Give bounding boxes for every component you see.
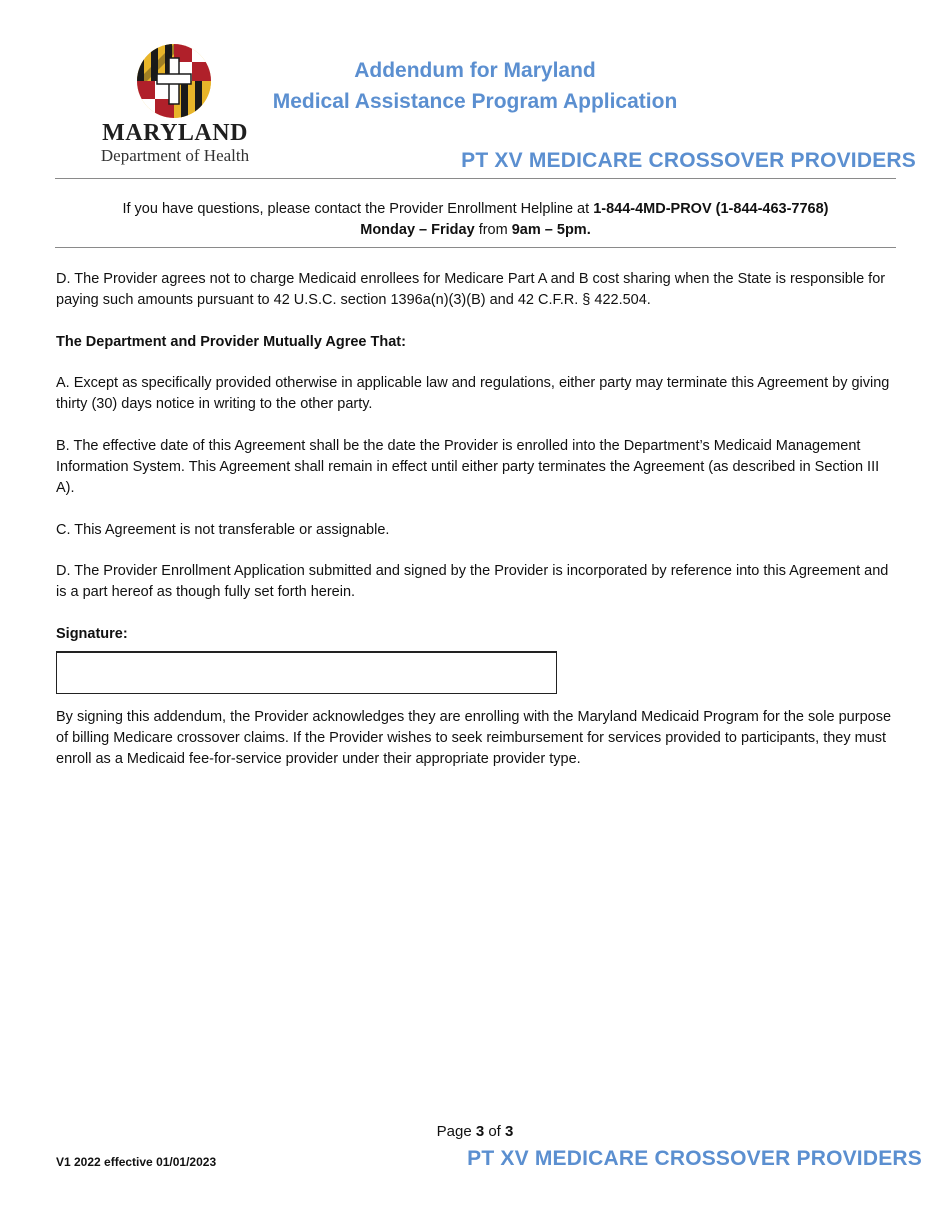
paragraph-d-incorporation: D. The Provider Enrollment Application submitted and signed by the Provider is incorporated by reference into this Agreement and is a part hereof as though fully set forth herein.: [56, 563, 889, 600]
paragraph-c-transferability: C. This Agreement is not transferable or assignable.: [56, 522, 390, 538]
footer-section-heading: PT XV MEDICARE CROSSOVER PROVIDERS: [467, 1147, 922, 1170]
mutual-agreement-heading: The Department and Provider Mutually Agree That:: [56, 334, 406, 350]
maryland-flag-icon: [137, 44, 211, 118]
helpline-intro: If you have questions, please contact the Provider Enrollment Helpline at: [122, 201, 594, 217]
helpline-notice: [55, 199, 896, 241]
signature-field[interactable]: [56, 651, 557, 694]
helpline-divider: [55, 247, 896, 248]
acknowledgement-paragraph: By signing this addendum, the Provider acknowledges they are enrolling with the Maryland Medicaid Program for the sole purpose of billing Medicare crossover claims. If the Provider wishes to seek reimbursement for services provided to participants, they must enroll as a Medicaid fee-for-service provider under their appropriate provider type.: [56, 709, 892, 767]
page-of: of: [484, 1123, 506, 1140]
page-number: [0, 1121, 950, 1143]
helpline-from: from: [474, 222, 512, 238]
section-heading: PT XV MEDICARE CROSSOVER PROVIDERS: [461, 149, 916, 172]
page-total: 3: [505, 1123, 514, 1140]
helpline-number: 1-844-4MD-PROV (1-844-463-7768): [593, 201, 829, 217]
page-current: 3: [475, 1123, 485, 1140]
document-title-line-1: Addendum for Maryland: [354, 59, 596, 82]
document-title-line-2: Medical Assistance Program Application: [272, 90, 678, 113]
helpline-hours: 9am – 5pm.: [511, 222, 591, 238]
paragraph-b-effective-date: B. The effective date of this Agreement shall be the date the Provider is enrolled into the Department’s Medicaid Management Information System. This Agreement shall remain in effect until either party terminates the Agreement (as described in Section III A).: [56, 438, 880, 496]
logo-wordmark: MARYLAND: [102, 120, 248, 146]
page-prefix: Page: [436, 1123, 476, 1140]
version-label: V1 2022 effective 01/01/2023: [56, 1155, 217, 1169]
paragraph-a-termination: A. Except as specifically provided otherwise in applicable law and regulations, either party may terminate this Agreement by giving thirty (30) days notice in writing to the other party.: [56, 375, 890, 412]
paragraph-d-cost-sharing: D. The Provider agrees not to charge Medicaid enrollees for Medicare Part A and B cost sharing when the State is responsible for paying such amounts pursuant to 42 U.S.C. section 1396a(n)(3)(B) and 42 C.F.R. § 422.504.: [56, 271, 886, 308]
header-divider: [55, 178, 896, 179]
logo-department: Department of Health: [100, 146, 250, 165]
helpline-days: Monday – Friday: [360, 222, 475, 238]
signature-label: Signature:: [56, 626, 128, 642]
